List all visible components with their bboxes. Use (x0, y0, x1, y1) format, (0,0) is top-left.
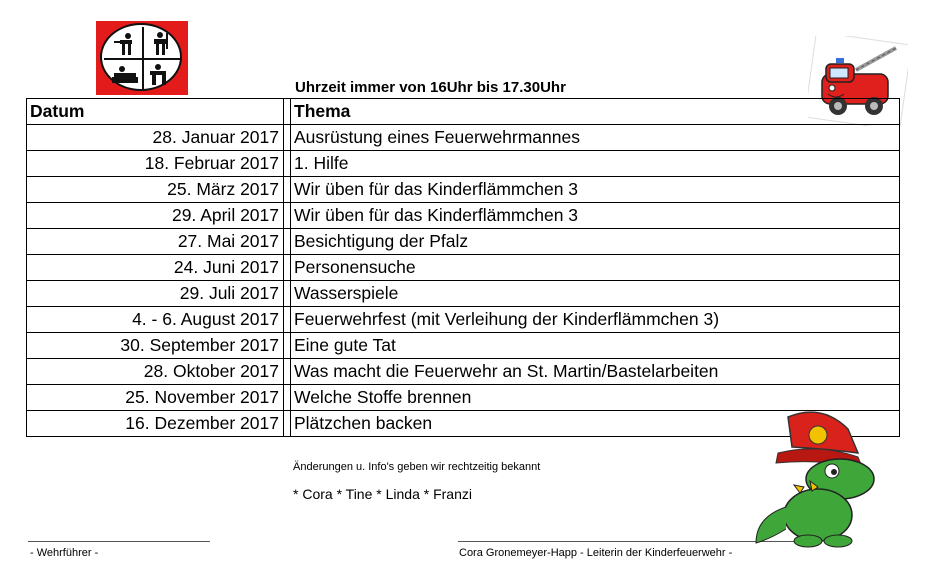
table-row (27, 333, 900, 359)
column-gap (284, 333, 291, 359)
row-date: 18. Februar 2017 (27, 151, 284, 177)
row-date: 25. März 2017 (27, 177, 284, 203)
table-row (27, 307, 900, 333)
table-row (27, 125, 900, 151)
row-topic: Eine gute Tat (291, 333, 900, 359)
changes-note: Änderungen u. Info's geben wir rechtzeitig bekannt (293, 461, 541, 473)
row-date: 29. Juli 2017 (27, 281, 284, 307)
table-row (27, 229, 900, 255)
row-topic: Wir üben für das Kinderflämmchen 3 (291, 177, 900, 203)
table-row (27, 359, 900, 385)
signature-label-left: - Wehrführer - (30, 547, 99, 559)
row-date: 4. - 6. August 2017 (27, 307, 284, 333)
row-topic: Personensuche (291, 255, 900, 281)
row-date: 16. Dezember 2017 (27, 411, 284, 437)
row-topic: Besichtigung der Pfalz (291, 229, 900, 255)
row-date: 29. April 2017 (27, 203, 284, 229)
row-topic: Welche Stoffe brennen (291, 385, 900, 411)
column-gap (284, 411, 291, 437)
column-gap (284, 229, 291, 255)
table-row (27, 255, 900, 281)
row-topic: Wir üben für das Kinderflämmchen 3 (291, 203, 900, 229)
column-gap (284, 307, 291, 333)
column-gap (284, 385, 291, 411)
fire-brigade-emblem-icon (100, 23, 182, 91)
row-date: 25. November 2017 (27, 385, 284, 411)
column-gap (284, 281, 291, 307)
schedule-table (26, 98, 900, 437)
row-date: 24. Juni 2017 (27, 255, 284, 281)
column-gap (284, 359, 291, 385)
table-row (27, 151, 900, 177)
column-gap (284, 99, 291, 125)
row-topic: Was macht die Feuerwehr an St. Martin/Bastelarbeiten (291, 359, 900, 385)
row-topic: Feuerwehrfest (mit Verleihung der Kinderflämmchen 3) (291, 307, 900, 333)
column-header-topic: Thema (291, 99, 900, 125)
column-gap (284, 177, 291, 203)
column-header-date: Datum (27, 99, 284, 125)
dragon-firefighter-icon (748, 407, 888, 552)
fire-brigade-logo (96, 21, 188, 95)
table-row (27, 281, 900, 307)
table-row (27, 203, 900, 229)
column-gap (284, 151, 291, 177)
row-date: 30. September 2017 (27, 333, 284, 359)
column-gap (284, 255, 291, 281)
table-row (27, 177, 900, 203)
table-header-row (27, 99, 900, 125)
row-topic: Ausrüstung eines Feuerwehrmannes (291, 125, 900, 151)
row-topic: 1. Hilfe (291, 151, 900, 177)
leader-names: * Cora * Tine * Linda * Franzi (293, 486, 472, 502)
signature-label-right: Cora Gronemeyer-Happ - Leiterin der Kinderfeuerwehr - (459, 547, 733, 559)
row-date: 27. Mai 2017 (27, 229, 284, 255)
row-date: 28. Januar 2017 (27, 125, 284, 151)
time-note: Uhrzeit immer von 16Uhr bis 17.30Uhr (295, 79, 566, 96)
row-topic: Wasserspiele (291, 281, 900, 307)
signature-line-right (458, 541, 794, 542)
signature-line-left (28, 541, 210, 542)
row-topic: Plätzchen backen (291, 411, 900, 437)
column-gap (284, 125, 291, 151)
column-gap (284, 203, 291, 229)
row-date: 28. Oktober 2017 (27, 359, 284, 385)
